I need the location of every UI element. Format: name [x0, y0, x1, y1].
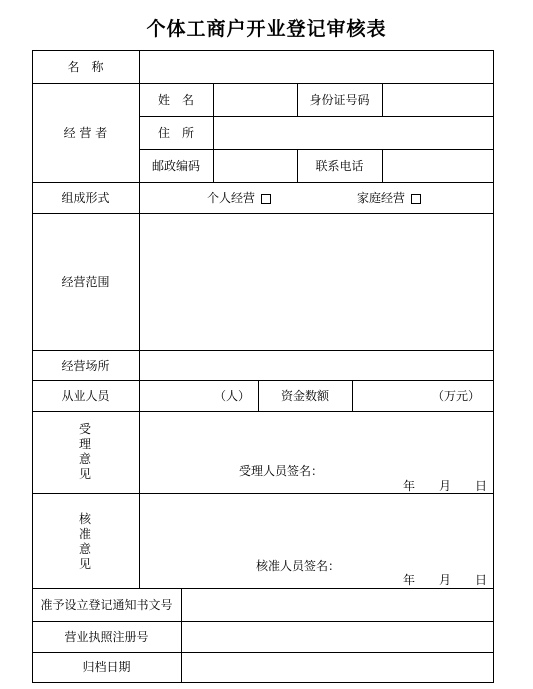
composition-personal-option[interactable] — [207, 191, 271, 205]
operator-name-field[interactable] — [216, 87, 294, 113]
operator-postcode-field[interactable] — [216, 153, 294, 179]
license-number-field[interactable] — [184, 625, 490, 649]
row-divider — [32, 83, 494, 84]
operator-address-field[interactable] — [216, 120, 490, 146]
operator-address-label: 住 所 — [157, 126, 194, 140]
row-divider — [32, 621, 494, 622]
operator-id-label: 身份证号码 — [309, 93, 370, 107]
row-divider — [32, 652, 494, 653]
scope-label: 经营范围 — [61, 275, 110, 289]
notice-number-label: 准予设立登记通知书文号 — [40, 598, 173, 612]
composition-family-option[interactable] — [357, 191, 421, 205]
personal-checkbox[interactable] — [261, 194, 271, 204]
location-field[interactable] — [142, 354, 490, 377]
operator-phone-label: 联系电话 — [315, 159, 364, 173]
accept-signature-label: 受理人员签名： — [239, 464, 324, 478]
row-divider — [32, 588, 494, 589]
name-field[interactable] — [142, 54, 490, 80]
row-divider — [139, 149, 494, 150]
scope-field[interactable] — [142, 217, 490, 347]
table-border-top — [32, 50, 494, 51]
row-divider — [32, 411, 494, 412]
approve-date-month: 月 — [439, 573, 452, 587]
operator-phone-field[interactable] — [385, 153, 490, 179]
row-divider — [32, 182, 494, 183]
row-divider — [139, 116, 494, 117]
operator-id-field[interactable] — [385, 87, 490, 113]
staff-label: 从业人员 — [61, 389, 110, 403]
column-divider — [382, 83, 383, 117]
operator-name-label: 姓 名 — [157, 93, 194, 107]
composition-label: 组成形式 — [61, 191, 110, 205]
column-divider — [213, 83, 214, 183]
column-divider — [382, 149, 383, 183]
page-title: 个体工商户开业登记审核表 — [146, 18, 387, 40]
row-divider — [32, 380, 494, 381]
operator-postcode-label: 邮政编码 — [151, 159, 200, 173]
row-divider — [32, 350, 494, 351]
composition-personal-label: 个人经营 — [207, 191, 256, 205]
archive-date-label: 归档日期 — [82, 660, 131, 674]
accept-opinion-field[interactable] — [142, 415, 490, 460]
approve-date-day: 日 — [475, 573, 488, 587]
approve-opinion-field[interactable] — [142, 497, 490, 552]
accept-date-day: 日 — [475, 479, 488, 493]
accept-date-year: 年 — [403, 479, 416, 493]
accept-date-month: 月 — [439, 479, 452, 493]
composition-family-label: 家庭经营 — [357, 191, 406, 205]
row-divider — [32, 213, 494, 214]
name-label: 名 称 — [67, 60, 104, 74]
operator-label: 经 营 者 — [63, 126, 108, 140]
family-checkbox[interactable] — [411, 194, 421, 204]
approve-signature-label: 核准人员签名： — [256, 559, 341, 573]
row-divider — [32, 493, 494, 494]
column-divider — [352, 380, 353, 412]
capital-label: 资金数额 — [280, 389, 329, 403]
table-border-bottom — [32, 682, 494, 683]
capital-field[interactable] — [355, 384, 430, 408]
capital-unit: （万元） — [432, 389, 481, 403]
notice-number-field[interactable] — [184, 592, 490, 618]
location-label: 经营场所 — [61, 359, 110, 373]
approve-date-year: 年 — [403, 573, 416, 587]
staff-field[interactable] — [142, 384, 212, 408]
archive-date-field[interactable] — [184, 656, 490, 679]
license-number-label: 营业执照注册号 — [64, 630, 149, 644]
approve-label: 核准意见 — [78, 512, 91, 571]
accept-label: 受理意见 — [78, 422, 91, 481]
column-divider — [181, 588, 182, 683]
staff-unit: （人） — [214, 389, 251, 403]
